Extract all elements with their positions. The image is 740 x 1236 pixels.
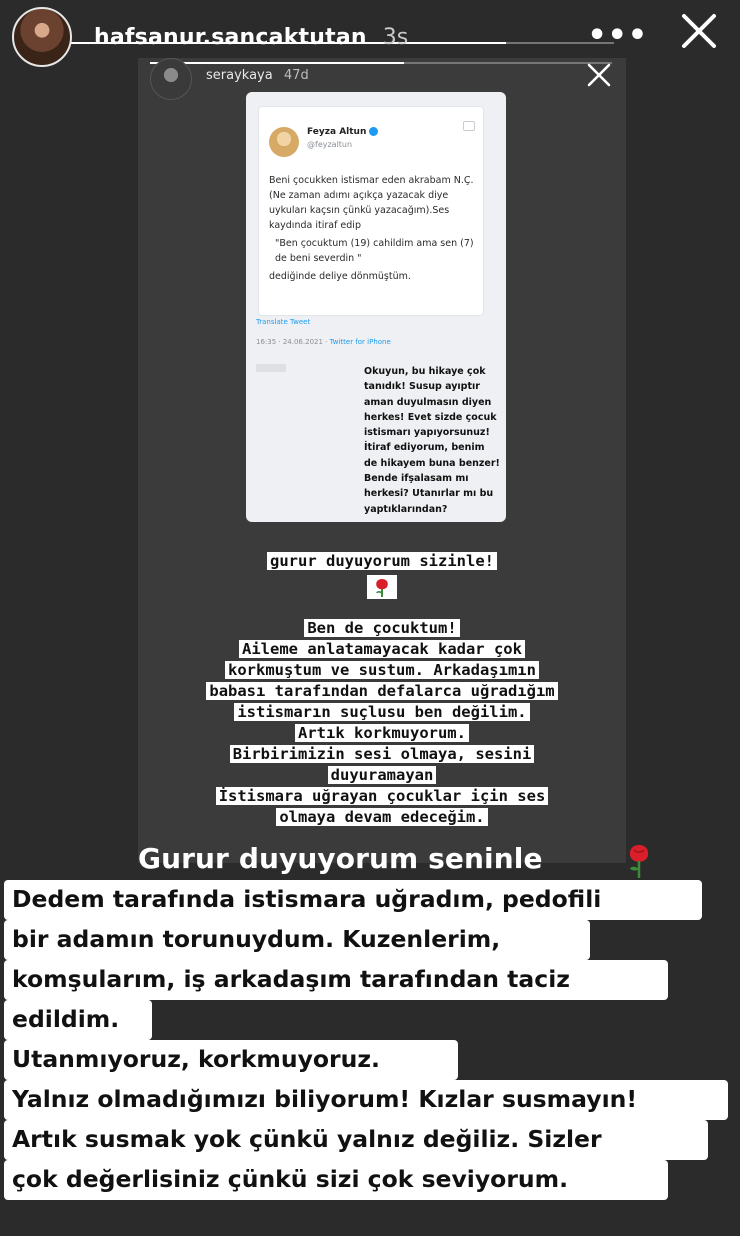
white-line [4,1120,708,1160]
inner-close-icon [584,60,614,90]
white-line [4,1000,152,1040]
close-icon[interactable] [674,8,724,58]
mono-line: Ben de çocuktum! [304,619,459,637]
white-line-text: bir adamın torunuydum. Kuzenlerim, [12,925,501,953]
rose-wrap [138,573,626,603]
translate-tweet-link: Translate Tweet [256,318,311,326]
tweet-screenshot [246,92,506,522]
mono-line: Artık korkmuyorum. [295,724,469,742]
white-line [4,880,702,920]
white-line-text: Yalnız olmadığımızı biliyorum! Kızlar susmayın! [12,1085,638,1113]
white-line-text: komşularım, iş arkadaşım tarafından taciz [12,965,570,993]
mono-line: olmaya devam edeceğim. [276,808,487,826]
monospace-message [138,552,626,829]
outer-avatar[interactable] [12,7,72,67]
shared-story-card [138,58,626,863]
outer-timestamp: 3s [382,24,409,50]
inner-avatar [150,58,192,100]
mono-line: korkmuştum ve sustum. Arkadaşımın [225,661,539,679]
tweet-author-avatar [269,127,299,157]
white-line [4,1080,728,1120]
tweet-source: Twitter for iPhone [329,338,391,346]
rose-icon [620,842,658,880]
small-rose-icon [367,575,397,599]
tweet-author-name [307,127,378,137]
white-line-text: Artık susmak yok çünkü yalnız değiliz. Sizler [12,1125,602,1153]
mono-line: Birbirimizin sesi olmaya, sesini [230,745,535,763]
mono-header: gurur duyuyorum sizinle! [267,552,497,570]
white-line-text: çok değerlisiniz çünkü sizi çok seviyorum. [12,1165,569,1193]
mono-line: istismarın suçlusu ben değilim. [234,703,529,721]
outer-username[interactable]: hafsanur.sancaktutan [94,24,367,50]
inner-progress-bar [150,62,612,64]
tweet-timestamp: 16:35 · 24.06.2021 · [256,338,328,346]
white-line-text: Dedem tarafında istismara uğradım, pedofili [12,885,602,913]
tweet-paragraph: dediğinde deliye dönmüştüm. [269,271,411,282]
reply-text: Okuyun, bu hikaye çok tanıdık! Susup ayıptır aman duyulmasın diyen herkes! Evet sizde çocuk istismarı yapıyorsunuz! İtiraf ediyorum, benim de hikayem buna benzer! Bende ifşalasam mı herkesi? Utanırlar mı bu yaptıklarından? [364,366,500,515]
white-line-text: Utanmıyoruz, korkmuyoruz. [12,1045,380,1073]
faint-label [256,364,286,372]
mono-line: babası tarafından defalarca uğradığım [206,682,557,700]
white-line [4,1040,458,1080]
big-caption: Gurur duyuyorum seninle [138,842,543,875]
inner-username: seraykaya [206,68,273,83]
tweet-meta [256,338,391,346]
more-options-icon[interactable]: ••• [587,18,648,53]
inner-timestamp: 47d [284,68,309,83]
tweet-text [269,173,479,287]
inner-progress-fill [150,62,404,64]
tweet-paragraph: "Ben çocuktum (19) cahildim ama sen (7) de beni severdin " [275,238,474,264]
white-line-text: edildim. [12,1005,120,1033]
white-line [4,960,668,1000]
mono-line: İstismara uğrayan çocuklar için ses [216,787,549,805]
tweet-menu-icon [463,121,475,131]
tweet-author-name-text: Feyza Altun [307,127,367,137]
mono-line: duyuramayan [328,766,437,784]
tweet-card [258,106,484,316]
mono-line: Aileme anlatamayacak kadar çok [239,640,525,658]
verified-badge-icon [369,127,378,136]
white-line [4,920,590,960]
white-line [4,1160,668,1200]
tweet-paragraph: Beni çocukken istismar eden akrabam N.Ç. (Ne zaman adımı açıkça yazacak diye uykuları kaçsın çünkü yazacağım).Ses kaydında itiraf edip [269,175,474,231]
tweet-author-handle: @feyzaltun [307,140,353,149]
